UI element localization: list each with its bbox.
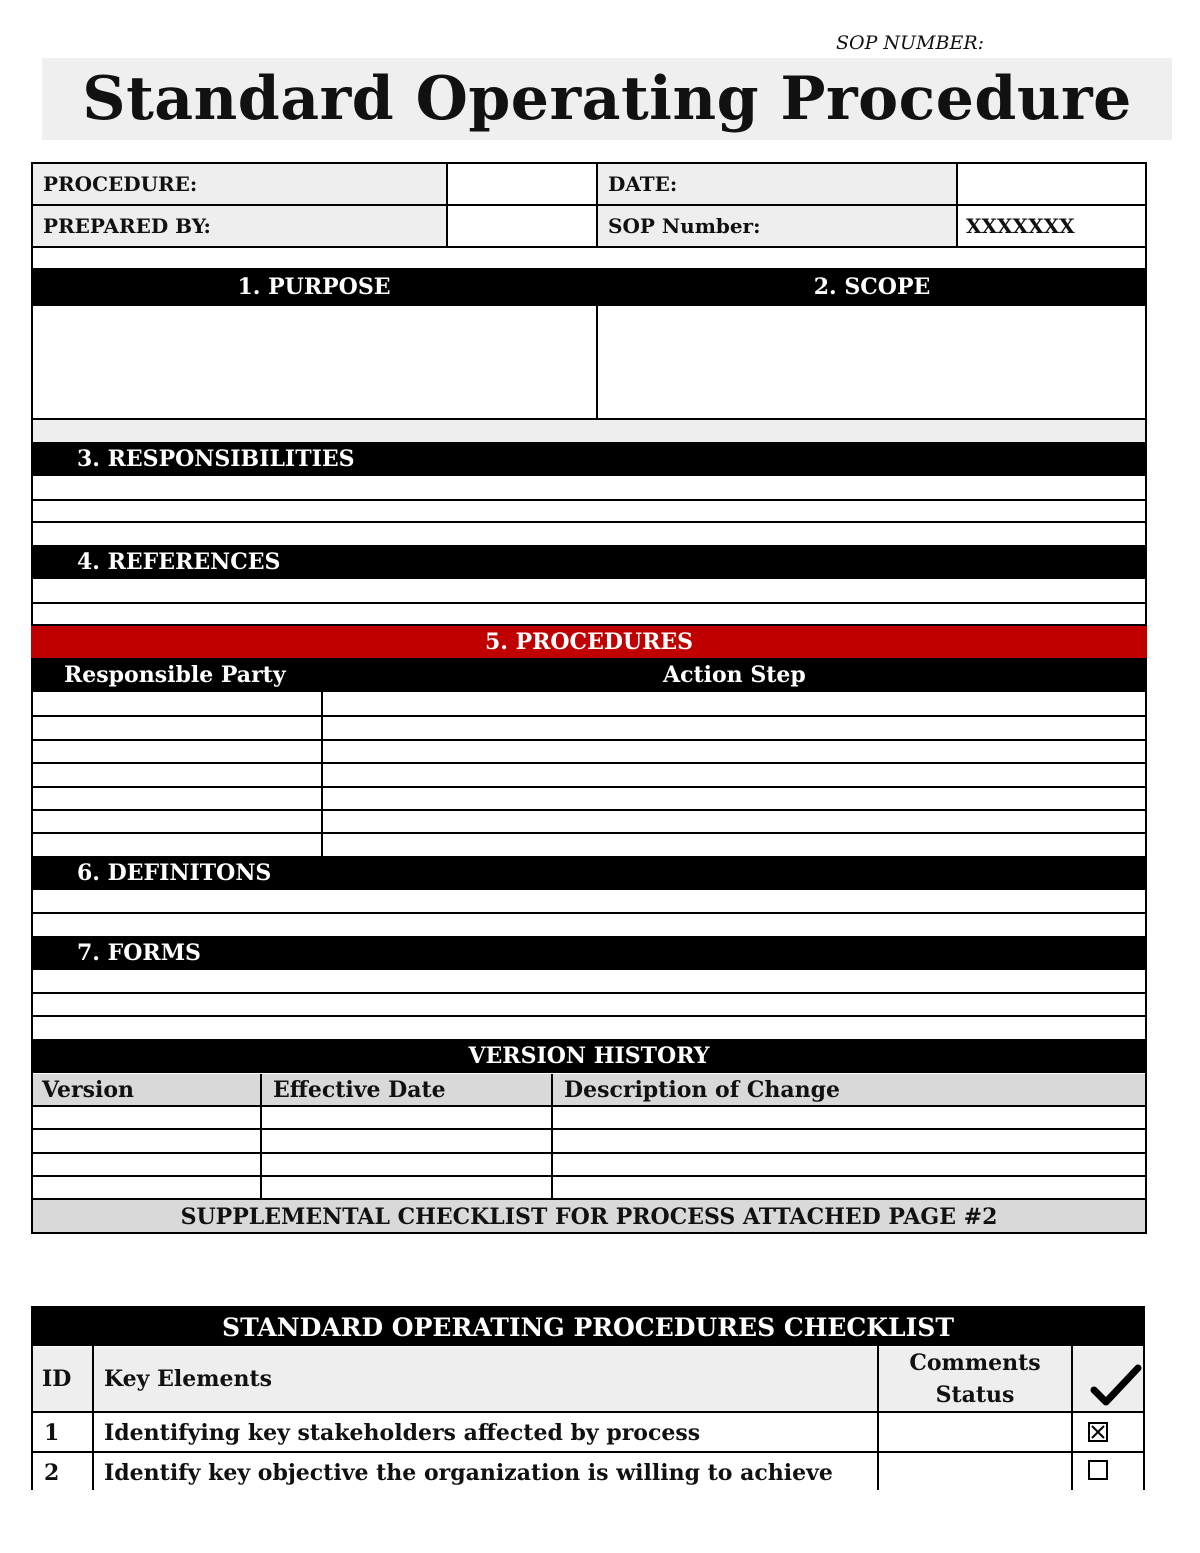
effective-date-column: Effective Date [273,1077,446,1103]
version-history-rows[interactable] [34,1107,1144,1197]
action-step-field[interactable] [324,694,1144,854]
id-column: ID [42,1366,72,1392]
purpose-field[interactable] [34,308,595,418]
responsible-party-field[interactable] [34,694,320,854]
purpose-header: 1. PURPOSE [31,270,597,306]
checklist-row-2-comments[interactable] [880,1454,1070,1490]
definitions-field[interactable] [34,892,1144,934]
responsible-party-column: Responsible Party [64,662,286,688]
forms-field[interactable] [34,972,1144,1038]
sop-number-heading: SOP NUMBER: [836,32,985,54]
sop-number-label: SOP Number: [608,214,761,238]
date-label: DATE: [608,172,678,196]
definitions-header: 6. DEFINITONS [31,856,1147,890]
responsibilities-field[interactable] [34,478,1144,544]
action-step-column: Action Step [663,662,806,688]
procedure-label: PROCEDURE: [43,172,198,196]
procedures-header: 5. PROCEDURES [31,626,1147,658]
checklist-row-2-id: 2 [44,1460,60,1486]
description-column: Description of Change [564,1077,840,1103]
references-field[interactable] [34,581,1144,625]
references-header: 4. REFERENCES [31,545,1147,579]
scope-field[interactable] [599,308,1144,418]
checklist-row-2-element: Identify key objective the organization is willing to achieve [104,1460,833,1486]
checklist-title: STANDARD OPERATING PROCEDURES CHECKLIST [31,1306,1145,1346]
checklist-row-1-element: Identifying key stakeholders affected by process [104,1420,701,1446]
checklist-row-1-comments[interactable] [880,1414,1070,1450]
status-column: Status [935,1382,1015,1408]
version-column: Version [42,1077,135,1103]
checked-x-icon [1090,1424,1106,1440]
checklist-row-1-id: 1 [44,1420,60,1446]
key-elements-column: Key Elements [104,1366,273,1392]
date-field[interactable] [960,166,1144,202]
scope-header: 2. SCOPE [597,270,1147,306]
supplemental-checklist-note: SUPPLEMENTAL CHECKLIST FOR PROCESS ATTACHED PAGE #2 [33,1200,1145,1232]
forms-header: 7. FORMS [31,936,1147,970]
page-title: Standard Operating Procedure [82,64,1132,134]
check-mark-icon [1090,1362,1142,1414]
sop-number-value[interactable]: XXXXXXX [966,214,1075,238]
comments-column: Comments [909,1350,1041,1376]
checklist-row-2-checkbox[interactable] [1088,1460,1108,1480]
version-history-header: VERSION HISTORY [31,1039,1147,1073]
procedure-field[interactable] [450,166,594,202]
prepared-by-label: PREPARED BY: [43,214,211,238]
checklist-row-1-checkbox[interactable] [1088,1422,1108,1442]
responsibilities-header: 3. RESPONSIBILITIES [31,442,1147,476]
prepared-by-field[interactable] [450,208,594,244]
